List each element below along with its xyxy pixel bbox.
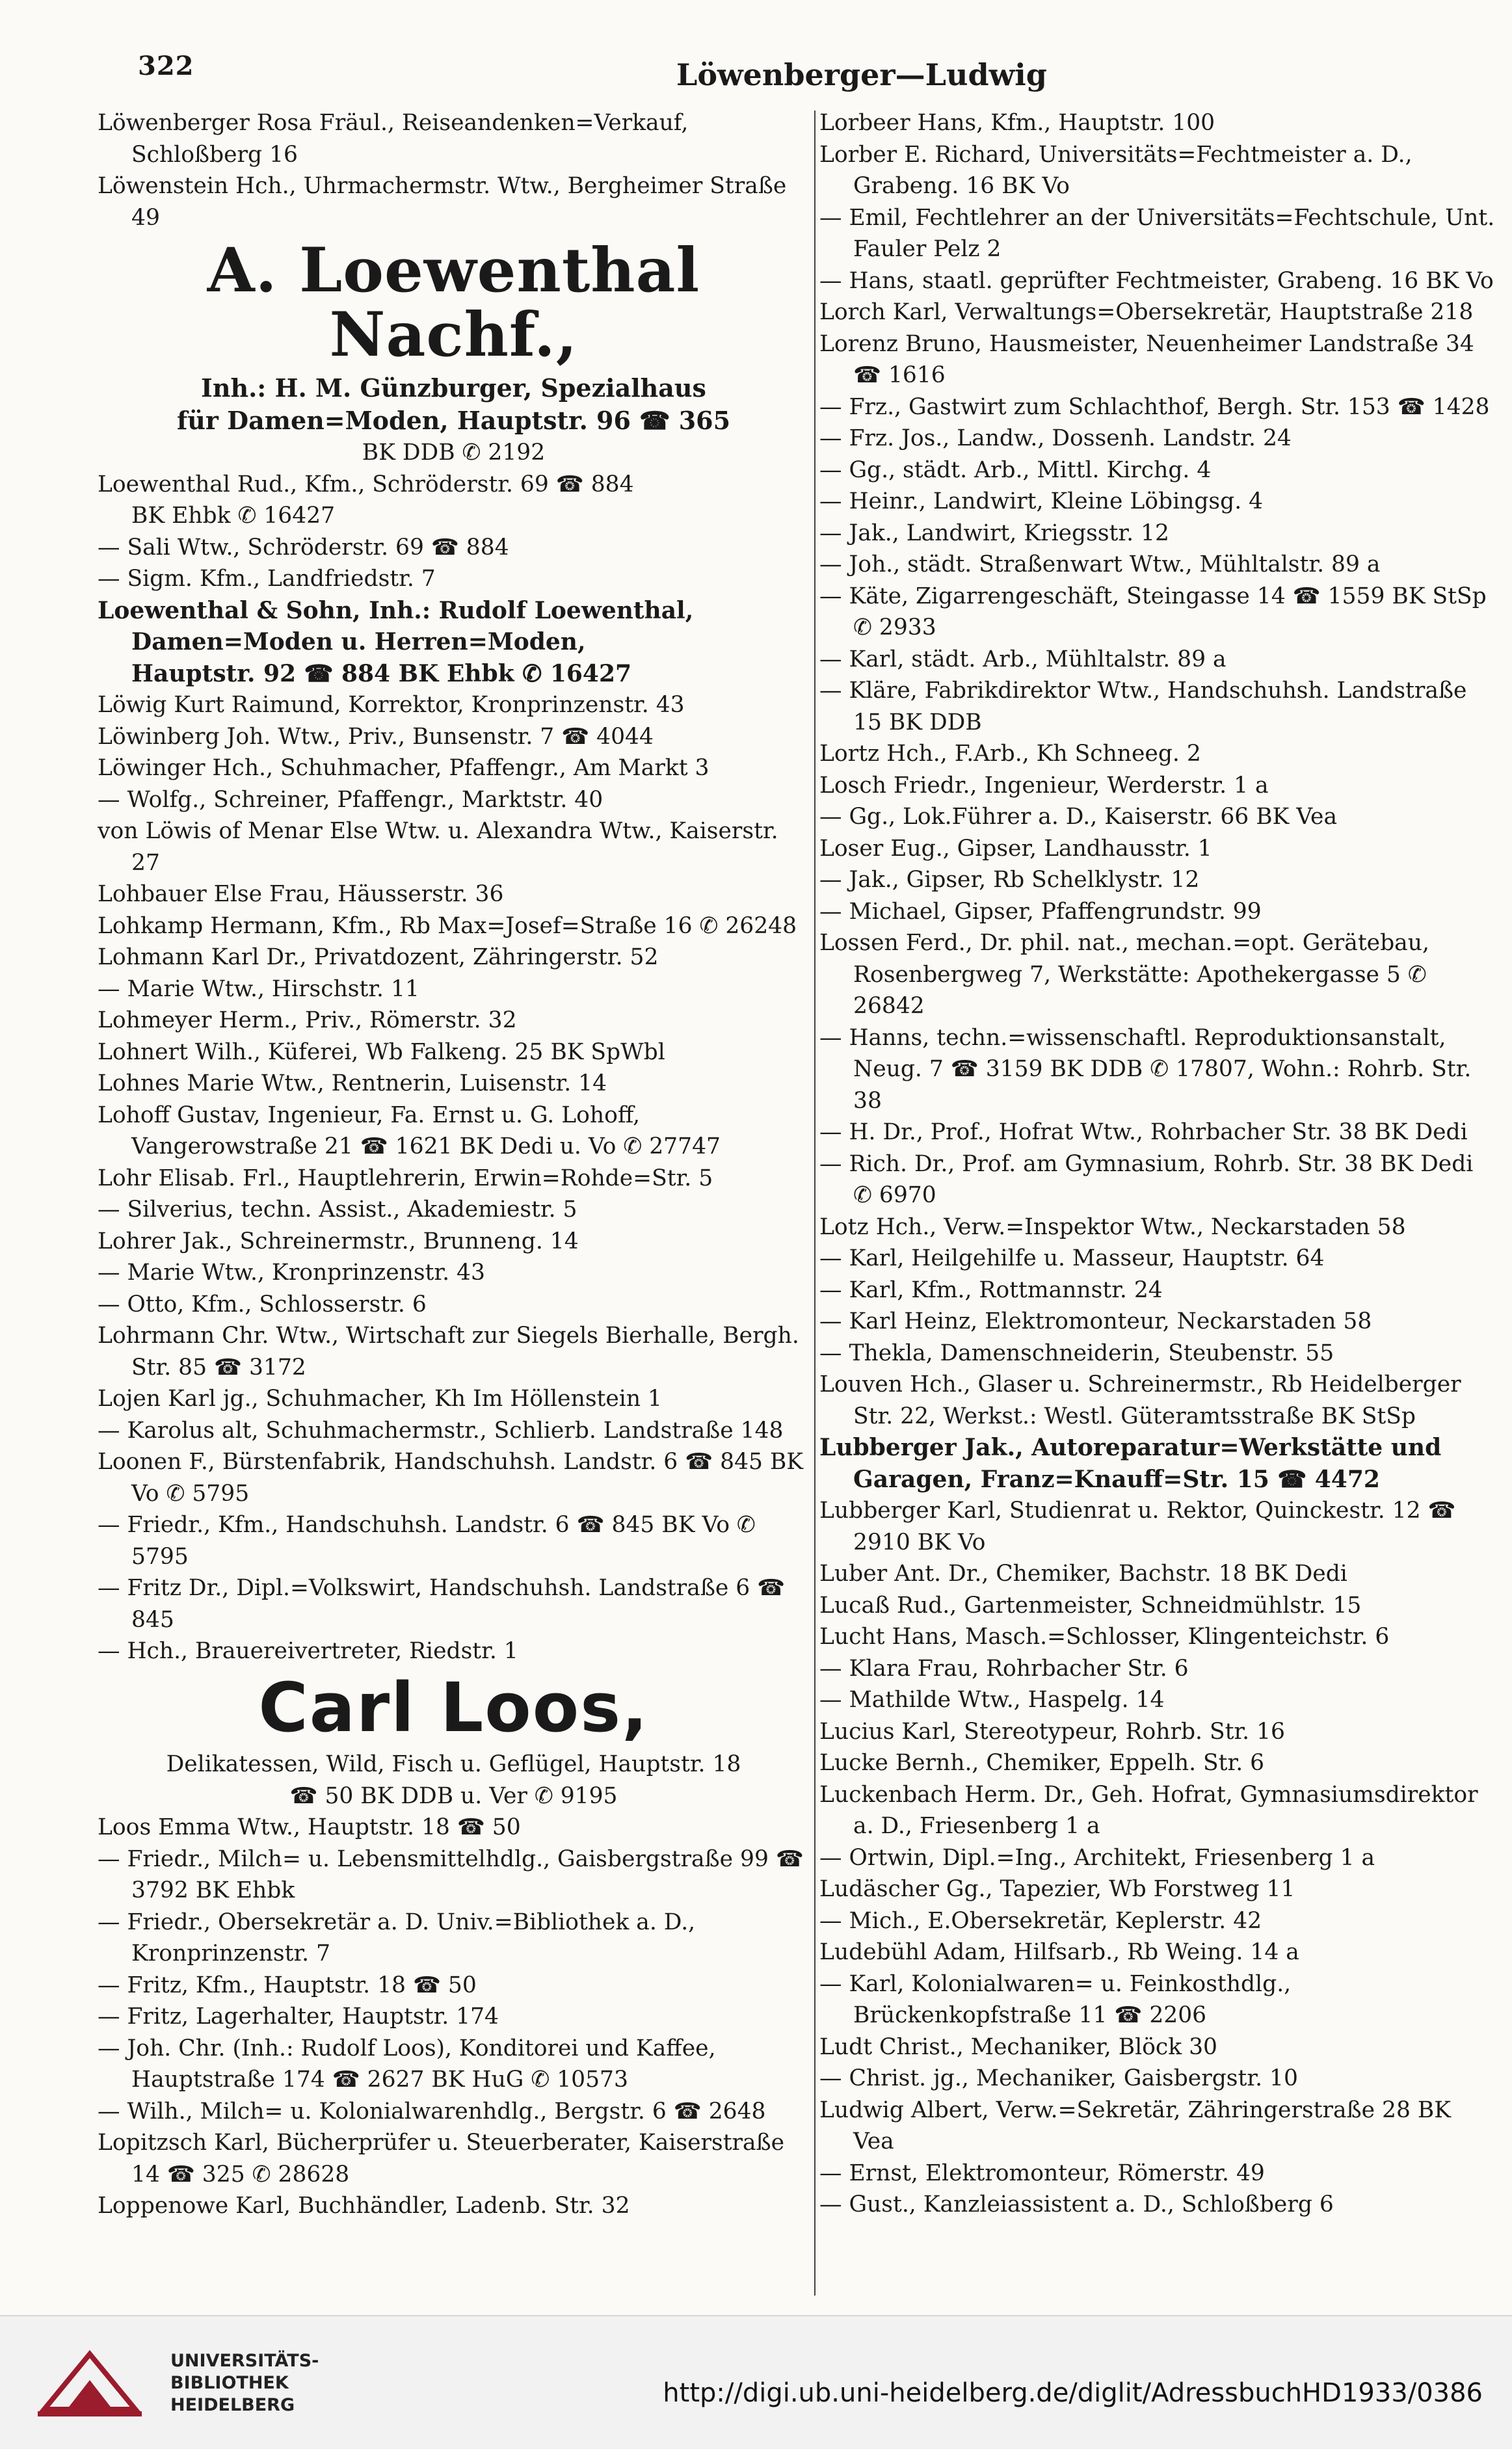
directory-entry: — Gust., Kanzleiassistent a. D., Schloßberg 6 xyxy=(819,2191,1334,2217)
ad-line: BK DDB ✆ 2192 xyxy=(362,440,546,466)
directory-entry: — Sigm. Kfm., Landfriedstr. 7 xyxy=(98,566,436,592)
directory-entry: — Thekla, Damenschneiderin, Steubenstr. 55 xyxy=(819,1340,1334,1366)
directory-entry: — Heinr., Landwirt, Kleine Löbingsg. 4 xyxy=(819,488,1264,514)
directory-entry: Ludt Christ., Mechaniker, Blöck 30 xyxy=(819,2033,1217,2060)
directory-entry: — Karl, Kfm., Rottmannstr. 24 xyxy=(819,1277,1163,1303)
university-library-logo-icon xyxy=(31,2348,148,2419)
directory-entry: Lohr Elisab. Frl., Hauptlehrerin, Erwin=Rohde=Str. 5 xyxy=(98,1165,713,1191)
directory-entry: — Joh. Chr. (Inh.: Rudolf Loos), Konditorei und Kaffee, Hauptstraße 174 ☎ 2627 BK HuG ✆ 10573 xyxy=(98,2035,716,2093)
directory-entry: — Hch., Brauereivertreter, Riedstr. 1 xyxy=(98,1638,518,1665)
directory-entry: — Joh., städt. Straßenwart Wtw., Mühltalstr. 89 a xyxy=(819,551,1381,577)
directory-entry: — Mathilde Wtw., Haspelg. 14 xyxy=(819,1687,1165,1713)
bold-advertisement-entry: Lubberger Jak., Autoreparatur=Werkstätte und Garagen, Franz=Knauff=Str. 15 ☎ 4472 xyxy=(819,1434,1442,1493)
right-column xyxy=(819,107,1496,2299)
directory-entry: Lucaß Rud., Gartenmeister, Schneidmühlstr. 15 xyxy=(819,1592,1362,1619)
ad-line: ☎ 50 BK DDB u. Ver ✆ 9195 xyxy=(289,1782,618,1809)
directory-entry: von Löwis of Menar Else Wtw. u. Alexandra Wtw., Kaiserstr. 27 xyxy=(98,818,778,876)
directory-entry: — Hanns, techn.=wissenschaftl. Reproduktionsanstalt, Neug. 7 ☎ 3159 BK DDB ✆ 17807, Wohn.: Rohrb. Str. 38 xyxy=(819,1024,1472,1114)
directory-entry: Loos Emma Wtw., Hauptstr. 18 ☎ 50 xyxy=(98,1814,521,1841)
column-divider xyxy=(814,111,816,2296)
loewenthal-advertisement xyxy=(98,235,810,469)
ad-title: Carl Loos, xyxy=(258,1667,649,1747)
directory-entry: — Marie Wtw., Hirschstr. 11 xyxy=(98,975,419,1002)
ad-line: Delikatessen, Wild, Fisch u. Geflügel, Hauptstr. 18 xyxy=(166,1751,741,1778)
library-footer xyxy=(0,2315,1512,2449)
directory-entry: Loonen F., Bürstenfabrik, Handschuhsh. Landstr. 6 ☎ 845 BK Vo ✆ 5795 xyxy=(98,1449,804,1507)
directory-entry: Loewenthal Rud., Kfm., Schröderstr. 69 ☎ 884 xyxy=(98,471,634,497)
directory-entry: Lohmann Karl Dr., Privatdozent, Zähringerstr. 52 xyxy=(98,944,659,971)
directory-entry: Lorch Karl, Verwaltungs=Obersekretär, Hauptstraße 218 xyxy=(819,299,1474,325)
directory-entry: Louven Hch., Glaser u. Schreinermstr., Rb Heidelberger Str. 22, Werkst.: Westl. Güteramtsstraße BK StSp xyxy=(819,1371,1461,1429)
directory-entry: Ludebühl Adam, Hilfsarb., Rb Weing. 14 a xyxy=(819,1939,1299,1965)
bold-advertisement-entry: Loewenthal & Sohn, Inh.: Rudolf Loewenthal, Damen=Moden u. Herren=Moden, xyxy=(98,596,694,656)
directory-entry: Lucht Hans, Masch.=Schlosser, Klingenteichstr. 6 xyxy=(819,1624,1390,1650)
loos-advertisement xyxy=(98,1667,810,1812)
directory-entry: Lossen Ferd., Dr. phil. nat., mechan.=opt. Gerätebau, Rosenbergweg 7, Werkstätte: Apothekergasse 5 ✆ 26842 xyxy=(819,930,1429,1019)
directory-entry: — Friedr., Kfm., Handschuhsh. Landstr. 6 ☎ 845 BK Vo ✆ 5795 xyxy=(98,1512,756,1570)
bold-advertisement-entry: Hauptstr. 92 ☎ 884 BK Ehbk ✆ 16427 xyxy=(131,659,632,687)
directory-entry: Luckenbach Herm. Dr., Geh. Hofrat, Gymnasiumsdirektor a. D., Friesenberg 1 a xyxy=(819,1781,1478,1839)
directory-entry: — Karl, städt. Arb., Mühltalstr. 89 a xyxy=(819,646,1227,672)
directory-entry: Loppenowe Karl, Buchhändler, Ladenb. Str. 32 xyxy=(98,2193,630,2219)
directory-entry: Losch Friedr., Ingenieur, Werderstr. 1 a xyxy=(819,772,1269,799)
directory-entry: — Fritz, Kfm., Hauptstr. 18 ☎ 50 xyxy=(98,1972,477,1998)
directory-entry: — Sali Wtw., Schröderstr. 69 ☎ 884 xyxy=(98,534,509,561)
source-url-link[interactable]: http://digi.ub.uni-heidelberg.de/diglit/AdressbuchHD1933/0386 xyxy=(663,2378,1483,2408)
directory-entry: Lortz Hch., F.Arb., Kh Schneeg. 2 xyxy=(819,741,1201,767)
directory-entry: — Silverius, techn. Assist., Akademiestr. 5 xyxy=(98,1197,577,1223)
directory-entry: — Klara Frau, Rohrbacher Str. 6 xyxy=(819,1655,1189,1682)
ad-line: für Damen=Moden, Hauptstr. 96 ☎ 365 xyxy=(176,406,731,436)
directory-entry: Lohmeyer Herm., Priv., Römerstr. 32 xyxy=(98,1007,517,1034)
directory-entry: — Hans, staatl. geprüfter Fechtmeister, Grabeng. 16 BK Vo xyxy=(819,267,1494,294)
directory-entry: Ludwig Albert, Verw.=Sekretär, Zähringerstraße 28 BK Vea xyxy=(819,2097,1452,2154)
directory-entry: — Jak., Landwirt, Kriegsstr. 12 xyxy=(819,520,1169,546)
directory-entry: Lubberger Karl, Studienrat u. Rektor, Quinckestr. 12 ☎ 2910 BK Vo xyxy=(819,1498,1456,1555)
directory-entry: Lopitzsch Karl, Bücherprüfer u. Steuerberater, Kaiserstraße 14 ☎ 325 ✆ 28628 xyxy=(98,2130,785,2188)
directory-entry: — Friedr., Milch= u. Lebensmittelhdlg., Gaisbergstraße 99 ☎ 3792 BK Ehbk xyxy=(98,1846,804,1904)
directory-entry: Lohbauer Else Frau, Häusserstr. 36 xyxy=(98,881,504,908)
directory-entry: — Christ. jg., Mechaniker, Gaisbergstr. 10 xyxy=(819,2065,1298,2091)
directory-entry: — Emil, Fechtlehrer an der Universitäts=Fechtschule, Unt. Fauler Pelz 2 xyxy=(819,204,1495,262)
running-title: Löwenberger—Ludwig xyxy=(676,57,1047,92)
directory-entry: — Mich., E.Obersekretär, Keplerstr. 42 xyxy=(819,1907,1262,1934)
directory-entry: Löwenberger Rosa Fräul., Reiseandenken=Verkauf, Schloßberg 16 xyxy=(98,110,689,168)
directory-entry: — Gg., Lok.Führer a. D., Kaiserstr. 66 BK Vea xyxy=(819,804,1338,830)
directory-entry: — Fritz Dr., Dipl.=Volkswirt, Handschuhsh. Landstraße 6 ☎ 845 xyxy=(98,1575,786,1633)
directory-entry: — Michael, Gipser, Pfaffengrundstr. 99 xyxy=(819,898,1262,925)
directory-entry: — H. Dr., Prof., Hofrat Wtw., Rohrbacher Str. 38 BK Dedi xyxy=(819,1119,1468,1145)
directory-entry-continuation: BK Ehbk ✆ 16427 xyxy=(131,503,336,529)
directory-entry: Lucke Bernh., Chemiker, Eppelh. Str. 6 xyxy=(819,1750,1265,1776)
directory-entry: — Frz., Gastwirt zum Schlachthof, Bergh. Str. 153 ☎ 1428 xyxy=(819,393,1490,420)
directory-entry: Lucius Karl, Stereotypeur, Rohrb. Str. 16 xyxy=(819,1718,1285,1745)
directory-entry: — Wilh., Milch= u. Kolonialwarenhdlg., Bergstr. 6 ☎ 2648 xyxy=(98,2098,766,2125)
directory-entry: Lohrer Jak., Schreinermstr., Brunneng. 14 xyxy=(98,1228,579,1254)
directory-entry: Lohrmann Chr. Wtw., Wirtschaft zur Siegels Bierhalle, Bergh. Str. 85 ☎ 3172 xyxy=(98,1323,799,1381)
directory-entry: Ludäscher Gg., Tapezier, Wb Forstweg 11 xyxy=(819,1876,1295,1902)
directory-entry: — Käte, Zigarrengeschäft, Steingasse 14 ☎ 1559 BK StSp ✆ 2933 xyxy=(819,583,1487,641)
left-column xyxy=(98,107,810,2299)
directory-entry: — Marie Wtw., Kronprinzenstr. 43 xyxy=(98,1260,485,1286)
directory-entry: — Fritz, Lagerhalter, Hauptstr. 174 xyxy=(98,2004,499,2030)
directory-entry: — Gg., städt. Arb., Mittl. Kirchg. 4 xyxy=(819,457,1212,483)
directory-entry: — Karl Heinz, Elektromonteur, Neckarstaden 58 xyxy=(819,1308,1372,1334)
directory-entry: — Otto, Kfm., Schlosserstr. 6 xyxy=(98,1291,427,1317)
directory-entry: Lohoff Gustav, Ingenieur, Fa. Ernst u. G. Lohoff, Vangerowstraße 21 ☎ 1621 BK Dedi u. Vo ✆ 27747 xyxy=(98,1102,721,1160)
directory-entry: Lorenz Bruno, Hausmeister, Neuenheimer Landstraße 34 ☎ 1616 xyxy=(819,330,1474,388)
directory-entry: — Wolfg., Schreiner, Pfaffengr., Marktstr. 40 xyxy=(98,786,603,813)
directory-entry: Lorber E. Richard, Universitäts=Fechtmeister a. D., Grabeng. 16 BK Vo xyxy=(819,141,1413,199)
page-number: 322 xyxy=(138,51,194,81)
ad-title: A. Loewenthal Nachf., xyxy=(207,235,700,371)
library-name: UNIVERSITÄTS- BIBLIOTHEK HEIDELBERG xyxy=(170,2351,319,2415)
directory-entry: — Frz. Jos., Landw., Dossenh. Landstr. 24 xyxy=(819,425,1292,451)
directory-entry: — Jak., Gipser, Rb Schelklystr. 12 xyxy=(819,867,1200,893)
directory-entry: Loser Eug., Gipser, Landhausstr. 1 xyxy=(819,835,1212,862)
directory-entry: Luber Ant. Dr., Chemiker, Bachstr. 18 BK Dedi xyxy=(819,1561,1347,1587)
directory-entry: — Karl, Heilgehilfe u. Masseur, Hauptstr. 64 xyxy=(819,1245,1325,1271)
directory-entry: — Karolus alt, Schuhmachermstr., Schlierb. Landstraße 148 xyxy=(98,1417,784,1444)
directory-entry: Lohnes Marie Wtw., Rentnerin, Luisenstr. 14 xyxy=(98,1070,607,1097)
directory-entry: — Ernst, Elektromonteur, Römerstr. 49 xyxy=(819,2160,1265,2186)
directory-entry: Lohnert Wilh., Küferei, Wb Falkeng. 25 BK SpWbl xyxy=(98,1039,665,1065)
directory-entry: Löwenstein Hch., Uhrmachermstr. Wtw., Bergheimer Straße 49 xyxy=(98,173,787,231)
directory-entry: — Rich. Dr., Prof. am Gymnasium, Rohrb. Str. 38 BK Dedi ✆ 6970 xyxy=(819,1150,1474,1208)
ad-line: Inh.: H. M. Günzburger, Spezialhaus xyxy=(201,373,706,403)
directory-entry: Löwinberg Joh. Wtw., Priv., Bunsenstr. 7 ☎ 4044 xyxy=(98,723,654,750)
directory-entry: Lotz Hch., Verw.=Inspektor Wtw., Neckarstaden 58 xyxy=(819,1213,1406,1240)
directory-entry: Löwig Kurt Raimund, Korrektor, Kronprinzenstr. 43 xyxy=(98,692,685,719)
directory-entry: Löwinger Hch., Schuhmacher, Pfaffengr., Am Markt 3 xyxy=(98,755,710,782)
directory-entry: — Kläre, Fabrikdirektor Wtw., Handschuhsh. Landstraße 15 BK DDB xyxy=(819,678,1467,735)
directory-entry: — Karl, Kolonialwaren= u. Feinkosthdlg., Brückenkopfstraße 11 ☎ 2206 xyxy=(819,1970,1292,2028)
directory-entry: — Friedr., Obersekretär a. D. Univ.=Bibliothek a. D., Kronprinzenstr. 7 xyxy=(98,1909,696,1967)
directory-entry: — Ortwin, Dipl.=Ing., Architekt, Friesenberg 1 a xyxy=(819,1844,1375,1871)
directory-entry: Lorbeer Hans, Kfm., Hauptstr. 100 xyxy=(819,110,1215,136)
directory-entry: Lohkamp Hermann, Kfm., Rb Max=Josef=Straße 16 ✆ 26248 xyxy=(98,912,797,939)
directory-entry: Lojen Karl jg., Schuhmacher, Kh Im Höllenstein 1 xyxy=(98,1386,662,1412)
